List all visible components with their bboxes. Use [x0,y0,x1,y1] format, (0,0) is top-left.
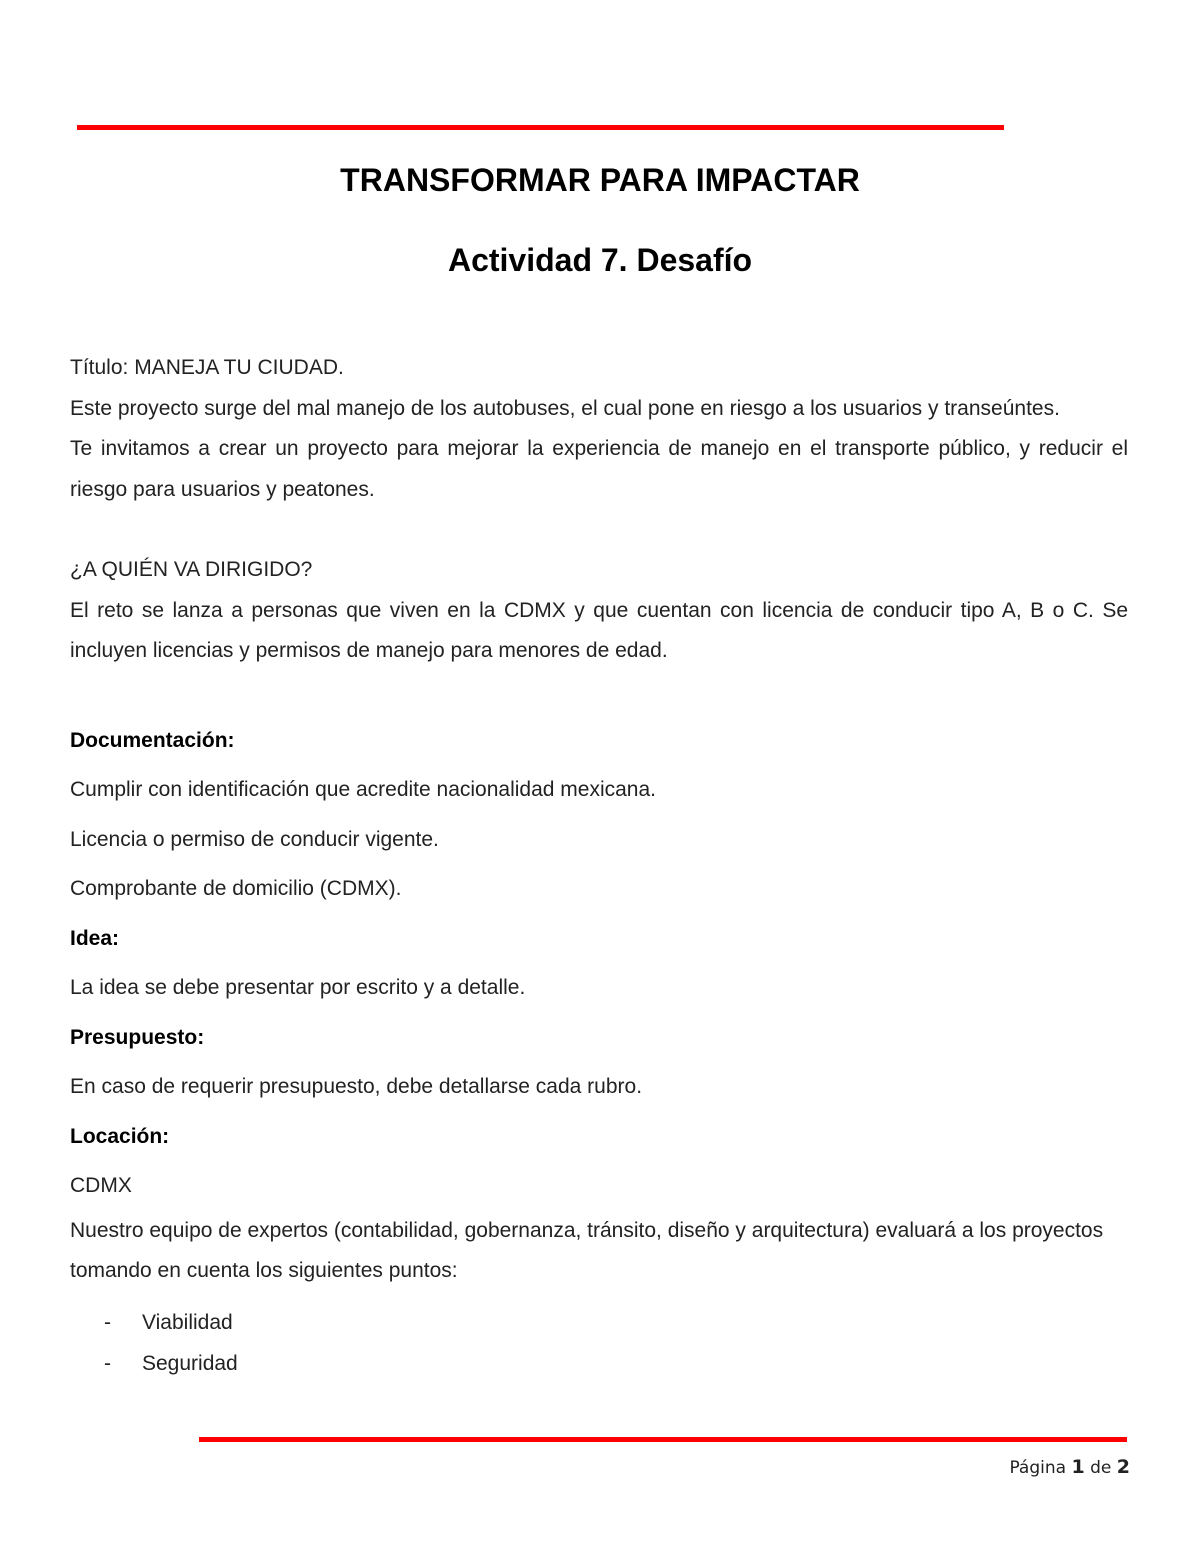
budget-heading: Presupuesto: [70,1025,205,1049]
evaluation-section [70,1211,1128,1292]
list-item [70,1343,1128,1384]
idea-heading: Idea: [70,926,120,950]
evaluation-points-list [70,1302,1128,1384]
document-subtitle: Actividad 7. Desafío [447,242,753,278]
idea-text: La idea se debe presentar por escrito y a detalle. [70,976,526,999]
bullet-dash: - [104,1351,111,1375]
requirements-section [70,716,1128,1211]
total-pages-number: 2 [1116,1456,1130,1478]
budget-text: En caso de requerir presupuesto, debe detallarse cada rubro. [70,1075,643,1098]
intro-paragraph-2: Te invitamos a crear un proyecto para mejorar la experiencia de manejo en el transporte público, y reducir el riesgo para usuarios y peatones. [70,437,1128,501]
top-red-rule [77,125,1004,130]
current-page-number: 1 [1071,1456,1085,1478]
audience-paragraph: El reto se lanza a personas que viven en la CDMX y que cuentan con licencia de conducir tipo A, B o C. Se incluyen licencias y permisos de manejo para menores de edad. [70,598,1128,662]
intro-paragraph-1: Este proyecto surge del mal manejo de los autobuses, el cual pone en riesgo a los usuarios y transeúntes. [70,396,1060,420]
list-item-text: Seguridad [142,1351,238,1375]
documentation-heading: Documentación: [70,728,235,752]
page-footer [1009,1456,1130,1478]
audience-heading: ¿A QUIÉN VA DIRIGIDO? [70,558,313,581]
bullet-dash: - [104,1310,111,1334]
list-item [70,1302,1128,1343]
document-title: TRANSFORMAR PARA IMPACTAR [340,162,860,198]
page-word: Página [1009,1458,1067,1478]
documentation-item: Cumplir con identificación que acredite nacionalidad mexicana. [70,778,657,801]
list-item-text: Viabilidad [142,1310,233,1334]
bottom-red-rule [199,1437,1127,1442]
document-body [70,348,1128,1384]
of-word: de [1090,1458,1112,1478]
location-text: CDMX [70,1174,132,1197]
documentation-item: Comprobante de domicilio (CDMX). [70,877,402,900]
location-heading: Locación: [70,1124,170,1148]
documentation-item: Licencia o permiso de conducir vigente. [70,827,439,851]
evaluation-paragraph: Nuestro equipo de expertos (contabilidad, gobernanza, tránsito, diseño y arquitectura) evaluará a los proyectos tomando en cuenta los siguientes puntos: [70,1218,1104,1282]
project-title-line: Título: MANEJA TU CIUDAD. [70,356,344,379]
intro-section [70,348,1128,510]
audience-section [70,550,1128,672]
